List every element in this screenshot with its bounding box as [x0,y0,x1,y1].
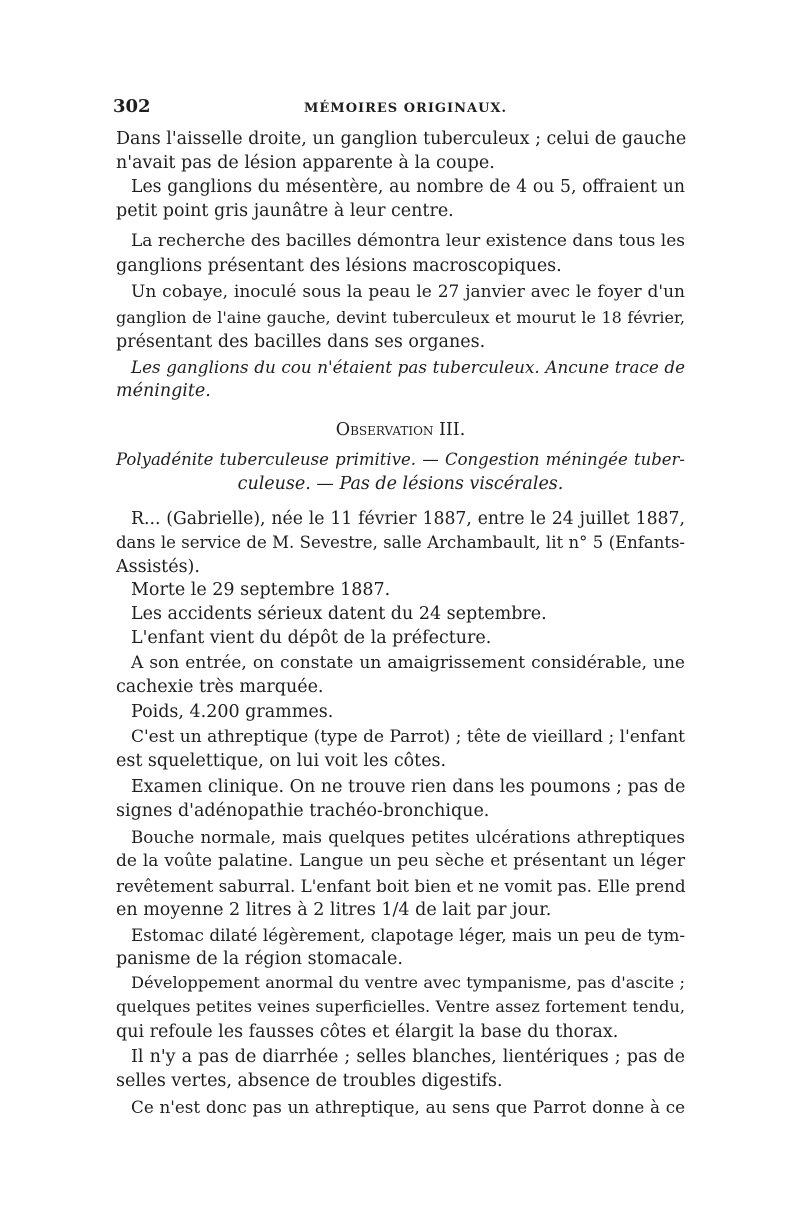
page-number: 302 [113,96,151,117]
text-line: Ce n'est donc pas un athreptique, au sens que Parrot donne à ce [131,1097,685,1117]
text-line: panisme de la région stomacale. [116,949,403,969]
text-line: n'avait pas de lésion apparente à la coupe. [116,153,495,173]
text-line: revêtement saburral. L'enfant boit bien et ne vomit pas. Elle prend [116,876,686,896]
text-line: La recherche des bacilles démontra leur existence dans tous les [131,231,685,251]
text-line: Dans l'aisselle droite, un ganglion tuberculeux ; celui de gauche [116,129,687,149]
text-line: Un cobaye, inoculé sous la peau le 27 janvier avec le foyer d'un [131,282,685,302]
text-line: ganglions présentant des lésions macroscopiques. [116,256,562,276]
text-line: en moyenne 2 litres à 2 litres 1/4 de lait par jour. [116,900,552,920]
text-line: cachexie très marquée. [116,677,324,697]
text-line: Les ganglions du mésentère, au nombre de 4 ou 5, offraient un [131,177,685,197]
section-heading: Observation III. [335,420,466,440]
text-line: L'enfant vient du dépôt de la préfecture. [131,628,492,648]
text-line: présentant des bacilles dans ses organes. [116,332,486,352]
text-line: Assistés). [116,557,200,577]
running-title: MÉMOIRES ORIGINAUX. [304,101,508,116]
text-line: C'est un athreptique (type de Parrot) ; tête de vieillard ; l'enfant [131,727,685,747]
text-line: Morte le 29 septembre 1887. [131,580,391,600]
text-line: petit point gris jaunâtre à leur centre. [116,201,454,221]
text-line: Les ganglions du cou n'étaient pas tuberculeux. Ancune trace de [131,357,685,377]
section-subtitle: culeuse. — Pas de lésions viscérales. [237,474,564,494]
text-line: signes d'adénopathie trachéo-bronchique. [116,801,490,821]
text-line: ganglion de l'aine gauche, devint tuberculeux et mourut le 18 février, [116,308,685,327]
text-line: Estomac dilaté légèrement, clapotage léger, mais un peu de tym- [131,925,685,945]
text-line: qui refoule les fausses côtes et élargit la base du thorax. [116,1022,619,1042]
text-line: de la voûte palatine. Langue un peu sèche et présentant un léger [116,851,685,871]
text-line: Il n'y a pas de diarrhée ; selles blanches, lientériques ; pas de [131,1047,685,1067]
text-line: Les accidents sérieux datent du 24 septembre. [131,604,547,624]
text-line: Poids, 4.200 grammes. [131,702,334,722]
text-line: A son entrée, on constate un amaigrissement considérable, une [131,653,685,673]
text-line: Développement anormal du ventre avec tympanisme, pas d'ascite ; [131,973,685,992]
text-line: dans le service de M. Sevestre, salle Archambault, lit n° 5 (Enfants- [116,533,685,552]
text-line: méningite. [116,381,211,401]
section-subtitle: Polyadénite tuberculeuse primitive. — Congestion méningée tuber- [116,450,685,469]
text-line: quelques petites veines superficielles. Ventre assez fortement tendu, [116,997,685,1016]
text-line: est squelettique, on lui voit les côtes. [116,751,447,771]
text-line: selles vertes, absence de troubles digestifs. [116,1071,503,1091]
text-line: Examen clinique. On ne trouve rien dans les poumons ; pas de [131,777,686,797]
text-line: Bouche normale, mais quelques petites ulcérations athreptiques [131,827,685,847]
text-line: R... (Gabrielle), née le 11 février 1887, entre le 24 juillet 1887, [131,509,685,529]
